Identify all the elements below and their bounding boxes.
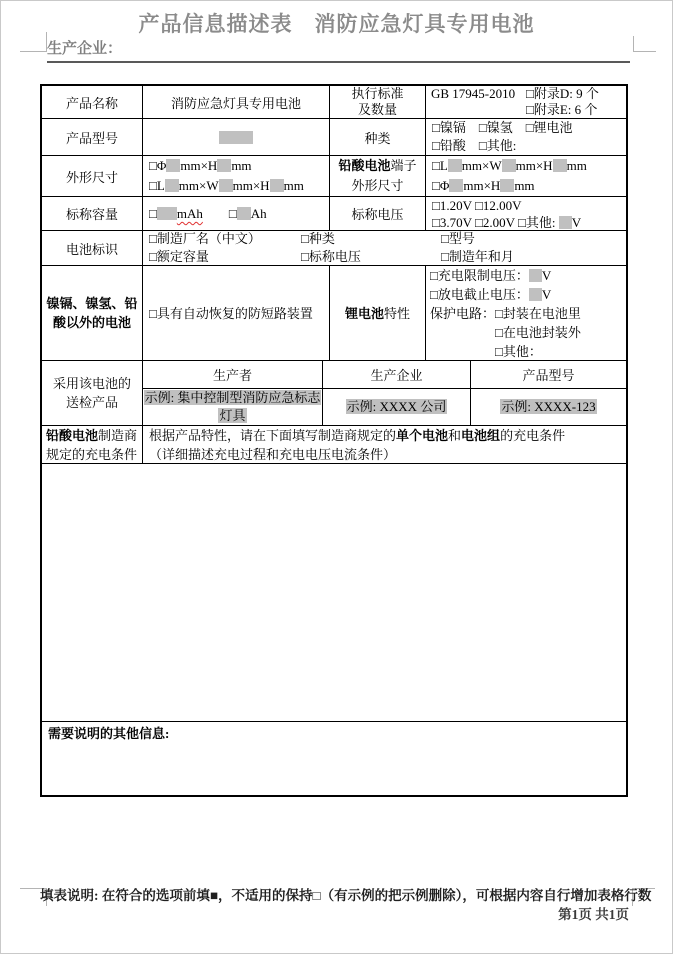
value-nominal-voltage: [425, 197, 626, 230]
header-producer: 生产者: [212, 368, 252, 383]
submitted-products-examples: [143, 388, 626, 425]
label-battery-kind: 种类: [329, 119, 425, 155]
row-product-model: [42, 118, 626, 155]
charging-conditions-input-area[interactable]: [42, 464, 626, 721]
value-dimensions: [142, 156, 329, 196]
label-lithium-characteristics: 锂电池特性: [329, 266, 425, 360]
checkbox-annex-e[interactable]: □附录E: 6 个: [526, 102, 598, 117]
checkbox-terminal-round[interactable]: □Φ mm×H mm: [432, 178, 535, 193]
label-nominal-capacity: 标称容量: [65, 207, 118, 222]
row-battery-features: [42, 265, 626, 360]
checkbox-marking-line1[interactable]: □制造厂名（中文） □种类 □型号: [149, 231, 475, 246]
label-exec-standard: 执行标准 及数量: [329, 86, 425, 118]
checkbox-capacity[interactable]: □ mAh □ Ah: [149, 206, 267, 221]
value-nominal-capacity: [142, 197, 329, 230]
checkbox-marking-line2[interactable]: □额定容量 □标称电压 □制造年和月: [149, 249, 514, 264]
row-capacity-voltage: [42, 196, 626, 230]
annex-checkboxes: [526, 86, 599, 118]
checkbox-terminal-rect[interactable]: □L mm×W mm×H mm: [432, 158, 587, 173]
checkbox-voltage-line2[interactable]: □3.70V □2.00V □其他: V: [432, 214, 582, 230]
row-other-info: [42, 721, 626, 795]
checkbox-charge-limit-voltage[interactable]: □充电限制电压： V: [430, 267, 552, 283]
checkbox-protection-other[interactable]: □其他：: [495, 343, 542, 359]
label-other-info: 需要说明的其他信息:: [48, 726, 170, 741]
checkbox-dim-round[interactable]: □Φ mm×H mm: [149, 158, 252, 173]
row-submitted-products: [42, 360, 626, 425]
value-product-name: 消防应急灯具专用电池: [142, 86, 329, 118]
example-model[interactable]: 示例: XXXX-123: [470, 389, 626, 425]
row-product-name: [42, 86, 626, 118]
value-product-model[interactable]: [142, 119, 329, 155]
label-battery-marking: 电池标识: [65, 241, 118, 257]
label-lead-acid-charging: 铅酸电池制造商 规定的充电条件: [46, 427, 138, 462]
value-exec-standard: [425, 86, 626, 118]
row-charging-conditions-blank: [42, 463, 626, 721]
checkbox-voltage-line1[interactable]: □1.20V □12.00V: [432, 197, 522, 213]
value-lithium-characteristics: [425, 266, 626, 360]
row-dimensions: [42, 155, 626, 196]
submitted-products-header: [143, 361, 626, 388]
label-nominal-voltage: 标称电压: [329, 197, 425, 230]
page-number: 第1页 共1页: [558, 907, 629, 922]
value-battery-kind: [425, 119, 626, 155]
model-placeholder-box[interactable]: [219, 128, 253, 147]
form-instructions: 填表说明: 在符合的选项前填■，不适用的保持□（有示例的把示例删除），可根据内容自行增加表格行数: [40, 888, 652, 903]
value-short-circuit-protection: [142, 266, 329, 360]
checkbox-discharge-cutoff-voltage[interactable]: □放电截止电压： V: [430, 286, 552, 302]
example-producer[interactable]: 示例: 集中控制型消防应急标志 灯具: [144, 390, 321, 423]
label-product-name: 产品名称: [65, 95, 118, 111]
label-submitted-products: 采用该电池的 送检产品: [52, 376, 131, 410]
value-battery-marking: [142, 231, 626, 265]
value-terminal-dimensions: [425, 156, 626, 196]
standard-number: GB 17945-2010: [431, 86, 516, 101]
other-info-input-area[interactable]: [42, 722, 626, 795]
checkbox-short-circuit[interactable]: □具有自动恢复的防短路装置: [149, 305, 313, 321]
row-battery-marking: [42, 230, 626, 265]
checkbox-dim-rect[interactable]: □L mm×W mm×H mm: [149, 178, 304, 193]
label-product-model: 产品型号: [65, 130, 118, 146]
label-lead-acid-terminal: 铅酸电池端子 外形尺寸: [329, 156, 425, 196]
example-manufacturer[interactable]: 示例: XXXX 公司: [322, 389, 470, 425]
header-manufacturer: 生产企业: [322, 361, 470, 388]
checkbox-protection-in-cell[interactable]: 保护电路：□封装在电池里: [430, 305, 581, 321]
page-title: 产品信息描述表 消防应急灯具专用电池: [138, 12, 535, 36]
manufacturer-field[interactable]: [47, 37, 630, 63]
product-info-table: [40, 84, 628, 797]
checkbox-annex-d[interactable]: □附录D: 9 个: [526, 86, 599, 101]
header-product-model: 产品型号: [470, 361, 626, 388]
label-non-lead-batteries: 镍镉、镍氢、铅 酸以外的电池: [46, 296, 138, 330]
checkbox-kind-line2[interactable]: □铅酸 □其他:: [432, 138, 517, 153]
label-dimensions: 外形尺寸: [65, 169, 118, 185]
manufacturer-label: 生产企业：: [47, 41, 123, 57]
row-charging-conditions: [42, 425, 626, 463]
submitted-products-grid: [142, 361, 626, 425]
margin-corner-mark-icon: [633, 36, 656, 52]
checkbox-protection-outside-cell[interactable]: □在电池封装外: [495, 324, 581, 340]
charging-conditions-note: 根据产品特性，请在下面填写制造商规定的单个电池和电池组的充电条件 （详细描述充电过程和充电电压电流条件）: [142, 426, 626, 463]
checkbox-kind-line1[interactable]: □镍镉 □镍氢 □锂电池: [432, 120, 573, 135]
